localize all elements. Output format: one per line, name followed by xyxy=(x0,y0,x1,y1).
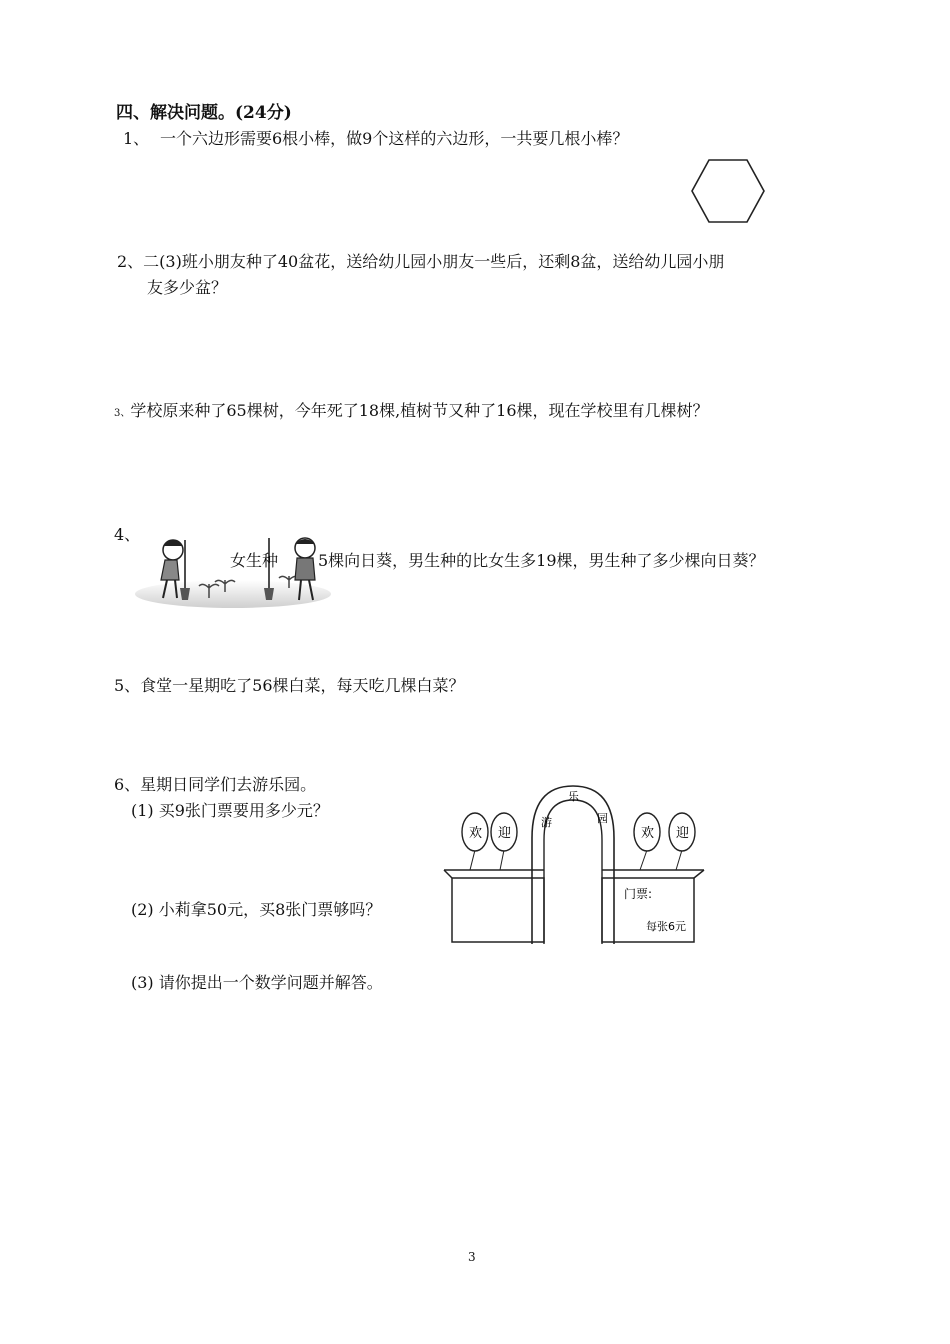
balloon-huan-left: 欢 xyxy=(469,826,483,841)
ticket-label: 门票: xyxy=(624,887,653,901)
balloon-ying-right: 迎 xyxy=(676,826,690,841)
q3-text: 学校原来种了65棵树，今年死了18棵,植树节又种了16棵，现在学校里有几棵树？ xyxy=(130,401,709,420)
q4-text-after: 5棵向日葵，男生种的比女生多19棵，男生种了多少棵向日葵？ xyxy=(318,551,765,570)
amusement-park-gate-illustration xyxy=(440,778,710,953)
q3-number: 3、 xyxy=(114,408,131,419)
left-wall xyxy=(452,878,544,942)
q6-sub2: (2) 小莉拿50元，买8张门票够吗？ xyxy=(131,900,382,919)
balloon-ying-left: 迎 xyxy=(498,826,512,841)
q5-text: 5、食堂一星期吃了56棵白菜，每天吃几棵白菜？ xyxy=(114,676,465,695)
q4-text-before: 女生种 xyxy=(230,551,279,570)
q6-sub1: (1) 买9张门票要用多少元？ xyxy=(131,801,329,820)
q1-number: 1、 xyxy=(123,129,150,148)
q6-sub3: (3) 请你提出一个数学问题并解答。 xyxy=(131,973,383,992)
q3-line xyxy=(114,398,709,427)
arch-char-yuan: 园 xyxy=(597,812,608,825)
q6-text: 6、星期日同学们去游乐园。 xyxy=(114,775,317,794)
hexagon-figure xyxy=(690,158,766,224)
q4-number: 4、 xyxy=(114,525,141,544)
arch-inner xyxy=(544,800,602,944)
arch-char-you: 游 xyxy=(541,816,552,829)
q1-text: 一个六边形需要6根小棒，做9个这样的六边形，一共要几根小棒？ xyxy=(160,129,629,148)
section-heading: 四、解决问题。(24分) xyxy=(116,103,292,123)
ticket-price: 每张6元 xyxy=(646,920,686,933)
q2-line2: 友多少盆？ xyxy=(147,278,228,297)
q2-line1: 2、二(3)班小朋友种了40盆花，送给幼儿园小朋友一些后，还剩8盆，送给幼儿园小朋 xyxy=(117,252,725,271)
page-number: 3 xyxy=(468,1250,476,1264)
balloon-huan-right: 欢 xyxy=(641,826,655,841)
arch-char-le: 乐 xyxy=(568,790,579,803)
